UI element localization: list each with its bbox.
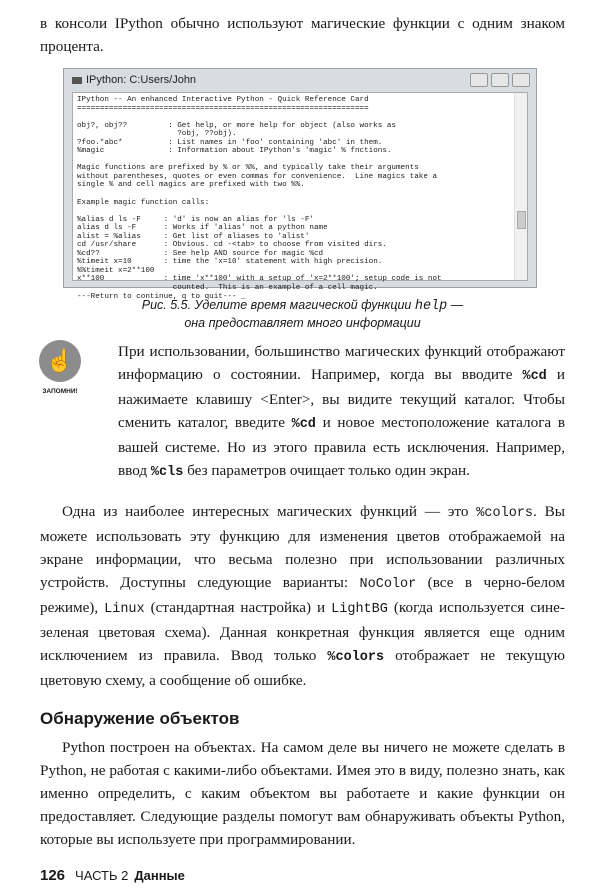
text: отображает не текущую цветовую схему, а сообщение об ошибке. [40, 647, 565, 689]
code: %colors [476, 506, 534, 521]
minimize-icon [470, 73, 488, 87]
note-paragraph [118, 340, 565, 484]
page-footer [40, 867, 565, 885]
code: %cls [150, 465, 184, 480]
text: и новое местоположение каталога в вашей системе. Но из этого правила есть исключения. Например, ввод [118, 414, 565, 479]
scrollbar [514, 93, 527, 280]
caption-code: help [414, 299, 448, 314]
code: %cd [522, 369, 547, 384]
code: NoColor [359, 577, 417, 592]
caption-text: Рис. 5.5. Уделите время магической функции [141, 298, 415, 312]
text: (когда используется сине-зеленая цветовая схема). Данная конкретная функция является еще одним исключением из правила. Ввод только [40, 599, 565, 664]
text: и нажимаете клавишу <Enter>, вы видите текущий каталог. Чтобы сменить каталог, введите [118, 366, 565, 431]
page-number: 126 [40, 867, 66, 884]
note-label: ЗАПОМНИ! [42, 388, 78, 395]
ipython-window-screenshot [63, 68, 537, 301]
maximize-icon [491, 73, 509, 87]
objects-paragraph: Python построен на объектах. На самом деле вы ничего не можете сделать в Python, не работая с какими-либо объектами. Имея это в виду, полезно знать, как именно определить, с каким объектом вы работаете и какие функции он предоставляет. Следующие разделы помогут вам обнаруживать объекты Python, которые вы используете при программировании. [40, 739, 565, 848]
code: Linux [104, 602, 145, 617]
console-icon [72, 77, 82, 84]
pointing-finger-icon: ☝ [39, 340, 81, 382]
code: LightBG [331, 602, 388, 617]
caption-text: — [447, 298, 464, 312]
text: При использовании, большинство магических функций отображают информацию о состоянии. Например, когда вы вводите [118, 343, 565, 383]
part-title: Данные [134, 868, 185, 883]
code: %colors [327, 650, 385, 665]
text: Одна из наиболее интересных магических функций — это [62, 503, 477, 520]
part-label: ЧАСТЬ 2 [75, 868, 129, 883]
console-text: IPython -- An enhanced Interactive Python - Quick Reference Card ================================================================ obj?, obj?? : Get help, or more help for object (also works as ?obj, ??obj). ?foo.*abc* : List names in 'foo' containing 'abc' in them. %magic : Information about IPython's 'magic' % fnctions. Magic functions are prefixed by % or %%, and typically take their arguments without parentheses, quotes or even commas for convenience. Line magics take a single % and cell magics are prefixed with two %%. Example magic function calls: %alias d ls -F : 'd' is now an alias for 'ls -F' alias d ls -F : Works if 'alias' not a python name alist = %alias : Get list of aliases to 'alist' cd /usr/share : Obvious. cd -<tab> to choose from visited dirs. %cd?? : See help AND source for magic %cd %timeit x=10 : time the 'x=10' statement with high precision. %%timeit x=2**100 x**100 : time 'x**100' with a setup of 'x=2**100'; setup code is not counted. This is an example of a cell magic. ---Return to continue, q to quit--- _ [77, 96, 442, 301]
section-heading: Обнаружение объектов [40, 709, 240, 728]
close-icon [512, 73, 530, 87]
scrollbar-thumb [517, 211, 526, 229]
intro-paragraph: в консоли IPython обычно используют магические функции с одним знаком процента. [40, 15, 565, 55]
text: . Вы можете использовать эту функцию для изменения цветов отображаемой на экране информации, что весьма полезно при использовании различных устройств. Доступны следующие варианты: [40, 503, 565, 591]
window-title: IPython: C:Users/John [86, 74, 197, 86]
window-buttons [470, 73, 530, 87]
text: без параметров очищает только один экран. [183, 462, 470, 479]
caption-text: она предоставляет много информации [184, 316, 421, 330]
text: (все в черно-белом режиме), [40, 574, 565, 616]
console-output [72, 92, 528, 301]
note-marker [40, 340, 118, 484]
window-titlebar [64, 69, 536, 91]
note-block [40, 340, 565, 484]
colors-paragraph [40, 500, 565, 692]
text: (стандартная настройка) и [144, 599, 332, 616]
code: %cd [291, 417, 316, 432]
